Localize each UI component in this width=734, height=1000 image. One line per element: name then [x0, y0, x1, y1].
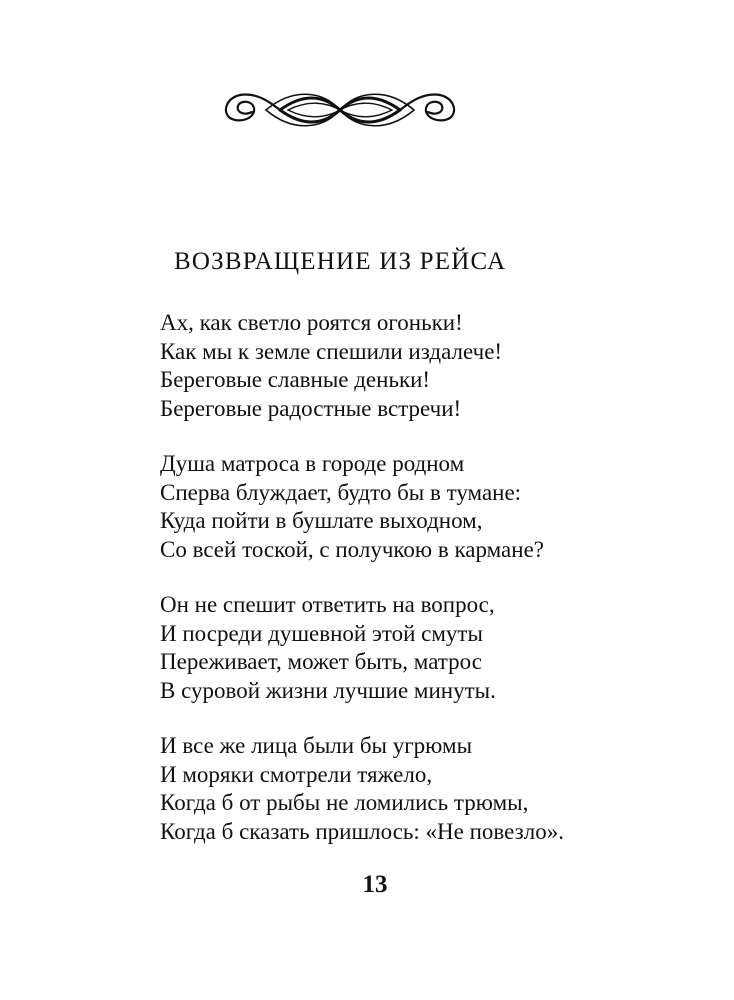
- poem-line: И все же лица были бы угрюмы: [160, 733, 473, 758]
- flourish-ornament-icon: [222, 86, 458, 134]
- poem-line: Ах, как светло роятся огоньки!: [160, 310, 463, 335]
- stanza: [160, 309, 680, 423]
- stanza: [160, 591, 680, 705]
- poem-line: В суровой жизни лучшие минуты.: [160, 677, 496, 703]
- poem-line: Береговые славные деньки!: [160, 367, 431, 392]
- stanza: [160, 450, 680, 564]
- poem-body: [160, 309, 680, 873]
- poem-line: Сперва блуждает, будто бы в тумане:: [160, 479, 522, 505]
- poem-line: Береговые радостные встречи!: [160, 395, 462, 421]
- poem-line: И моряки смотрели тяжело,: [160, 761, 433, 787]
- poem-line: Когда б от рыбы не ломились трюмы,: [160, 790, 529, 815]
- poem-title: ВОЗВРАЩЕНИЕ ИЗ РЕЙСА: [174, 248, 507, 275]
- stanza: [160, 732, 680, 846]
- poem-line: И посреди душевной этой смуты: [160, 620, 483, 646]
- poem-line: Куда пойти в бушлате выходном,: [160, 508, 483, 533]
- poem-line: Когда б сказать пришлось: «Не повезло».: [160, 818, 564, 844]
- poem-line: Душа матроса в городе родном: [160, 451, 465, 476]
- poem-line: Как мы к земле спешили издалече!: [160, 338, 503, 364]
- poem-line: Переживает, может быть, матрос: [160, 649, 482, 674]
- page-number: 13: [362, 871, 388, 898]
- poem-line: Со всей тоской, с получкою в кармане?: [160, 536, 544, 562]
- poem-line: Он не спешит ответить на вопрос,: [160, 592, 495, 617]
